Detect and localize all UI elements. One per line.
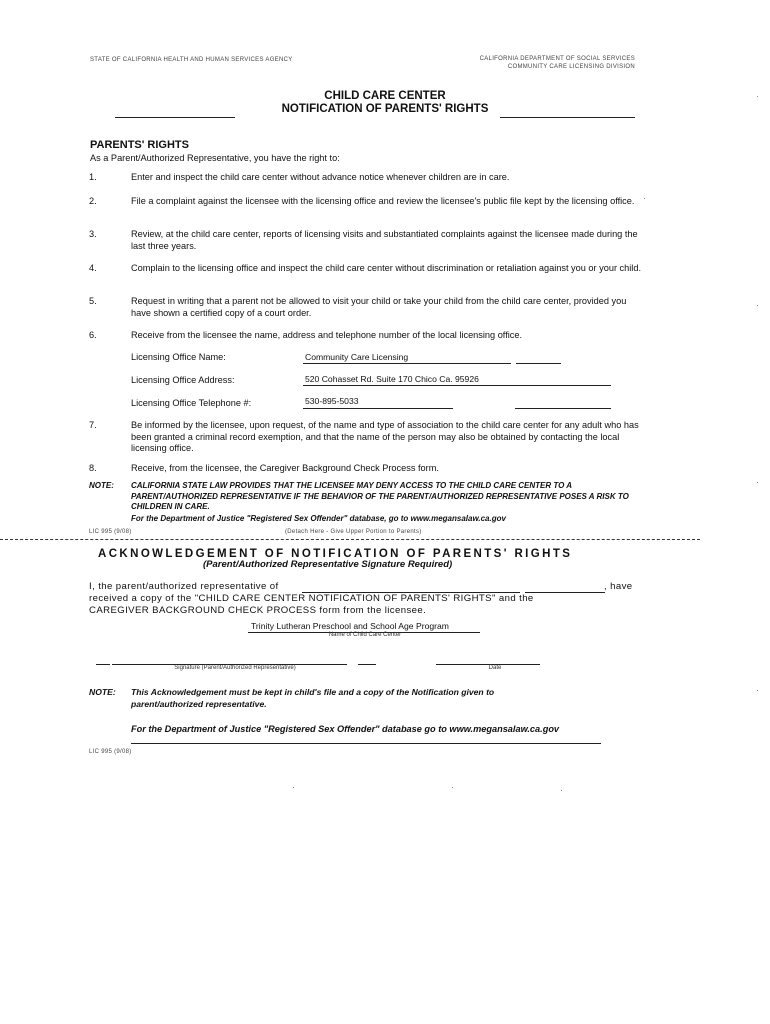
date-caption: Date: [488, 665, 502, 671]
item-number: 1.: [89, 172, 97, 182]
ack-title: ACKNOWLEDGEMENT OF NOTIFICATION OF PARENTS' RIGHTS: [98, 548, 573, 560]
right-item-8: Receive, from the licensee, the Caregiver Background Check Process form.: [131, 463, 439, 473]
office-name-value: Community Care Licensing: [305, 352, 409, 362]
scan-speck: [757, 305, 758, 306]
department-header: [480, 55, 635, 71]
office-phone-label: Licensing Office Telephone #:: [131, 398, 252, 408]
ack-form-id: LIC 995 (9/08): [89, 749, 132, 755]
detach-instruction: (Detach Here - Give Upper Portion to Parents): [285, 529, 422, 535]
item-number: 5.: [89, 296, 97, 306]
signature-line-dash: [96, 664, 110, 665]
ack-line1: I, the parent/authorized representative of: [89, 581, 279, 592]
title-rule-left: [115, 117, 235, 118]
item-number: 6.: [89, 330, 97, 340]
ack-line2: received a copy of the "CHILD CARE CENTER NOTIFICATION OF PARENTS' RIGHTS" and the: [89, 593, 534, 604]
office-address-value: 520 Cohasset Rd. Suite 170 Chico Ca. 95926: [305, 374, 479, 384]
item-number: 8.: [89, 463, 97, 473]
office-name-line: [303, 363, 511, 364]
rights-intro: As a Parent/Authorized Representative, you have the right to:: [90, 153, 340, 163]
detach-line: [0, 539, 700, 540]
item-number: 2.: [89, 196, 97, 206]
form-title-line2: NOTIFICATION OF PARENTS' RIGHTS: [281, 103, 489, 115]
child-name-line-extra: [525, 592, 605, 593]
signature-caption: Signature (Parent/Authorized Representative): [174, 665, 296, 671]
ack-note-line2: parent/authorized representative.: [131, 699, 267, 709]
scan-speck: [757, 690, 758, 691]
item-number: 4.: [89, 263, 97, 273]
office-name-line-extra: [516, 363, 561, 364]
item-number: 3.: [89, 229, 97, 239]
center-name-value: Trinity Lutheran Preschool and School Age Program: [251, 621, 449, 631]
ack-subtitle: (Parent/Authorized Representative Signature Required): [203, 559, 453, 570]
office-address-label: Licensing Office Address:: [131, 375, 235, 385]
form-title-line1: CHILD CARE CENTER: [324, 90, 446, 102]
division-name: COMMUNITY CARE LICENSING DIVISION: [507, 64, 635, 70]
office-phone-line-extra: [515, 408, 611, 409]
scan-speck: [757, 482, 758, 483]
right-item-6: Receive from the licensee the name, address and telephone number of the local licensing office.: [131, 330, 523, 340]
scan-speck: [293, 787, 294, 788]
item-number: 7.: [89, 420, 97, 430]
scan-speck: [757, 96, 758, 97]
office-name-label: Licensing Office Name:: [131, 352, 226, 362]
title-rule-right: [500, 117, 635, 118]
right-item-5: Request in writing that a parent not be allowed to visit your child or take your child from the child care center, provided you have shown a certified copy of a court order.: [131, 296, 627, 318]
center-name-caption: Name of Child Care Center: [328, 632, 402, 638]
scan-speck: [644, 198, 645, 199]
department-name: CALIFORNIA DEPARTMENT OF SOCIAL SERVICES: [479, 56, 635, 62]
right-item-2: File a complaint against the licensee with the licensing office and review the licensee's public file kept by the licensing office.: [131, 196, 635, 206]
access-note: CALIFORNIA STATE LAW PROVIDES THAT THE LICENSEE MAY DENY ACCESS TO THE CHILD CARE CENTER TO A PARENT/AUTHORIZED REPRESENTATIVE IF THE BEHAVIOR OF THE PARENT/AUTHORIZED REPRESENTATIVE POSES A RISK TO CHILDREN IN CARE.: [131, 481, 629, 511]
right-item-1: Enter and inspect the child care center without advance notice whenever children are in care.: [131, 172, 510, 182]
ack-doj-note: For the Department of Justice "Registered Sex Offender" database go to www.megansalaw.ca.gov: [131, 724, 560, 734]
ack-line1-end: , have: [604, 581, 633, 592]
office-phone-value: 530-895-5033: [305, 396, 359, 406]
scan-speck: [452, 787, 453, 788]
office-phone-line: [303, 408, 453, 409]
ack-note-line1: This Acknowledgement must be kept in child's file and a copy of the Notification given to: [131, 687, 495, 697]
ack-line3: CAREGIVER BACKGROUND CHECK PROCESS form from the licensee.: [89, 605, 427, 616]
note-label: NOTE:: [89, 481, 114, 490]
form-id: LIC 995 (9/08): [89, 529, 132, 535]
right-item-4: Complain to the licensing office and inspect the child care center without discrimination or retaliation against you or your child.: [131, 263, 642, 273]
right-item-7: Be informed by the licensee, upon request, of the name and type of association to the child care center for any adult who has been granted a criminal record exemption, and that the name of the person may also be obtained by contacting the local licensing office.: [131, 420, 639, 453]
right-item-3: Review, at the child care center, reports of licensing visits and substantiated complaints against the licensee made during the last three years.: [131, 229, 638, 251]
agency-header: STATE OF CALIFORNIA HEALTH AND HUMAN SERVICES AGENCY: [90, 57, 293, 63]
rights-heading: PARENTS' RIGHTS: [90, 139, 189, 151]
ack-note-label: NOTE:: [89, 687, 116, 697]
bottom-rule: [131, 743, 601, 744]
scan-speck: [561, 790, 562, 791]
signature-line-dash2: [358, 664, 376, 665]
office-address-line: [303, 385, 611, 386]
doj-note: For the Department of Justice "Registered Sex Offender" database, go to www.megansalaw.ca.gov: [131, 514, 506, 523]
